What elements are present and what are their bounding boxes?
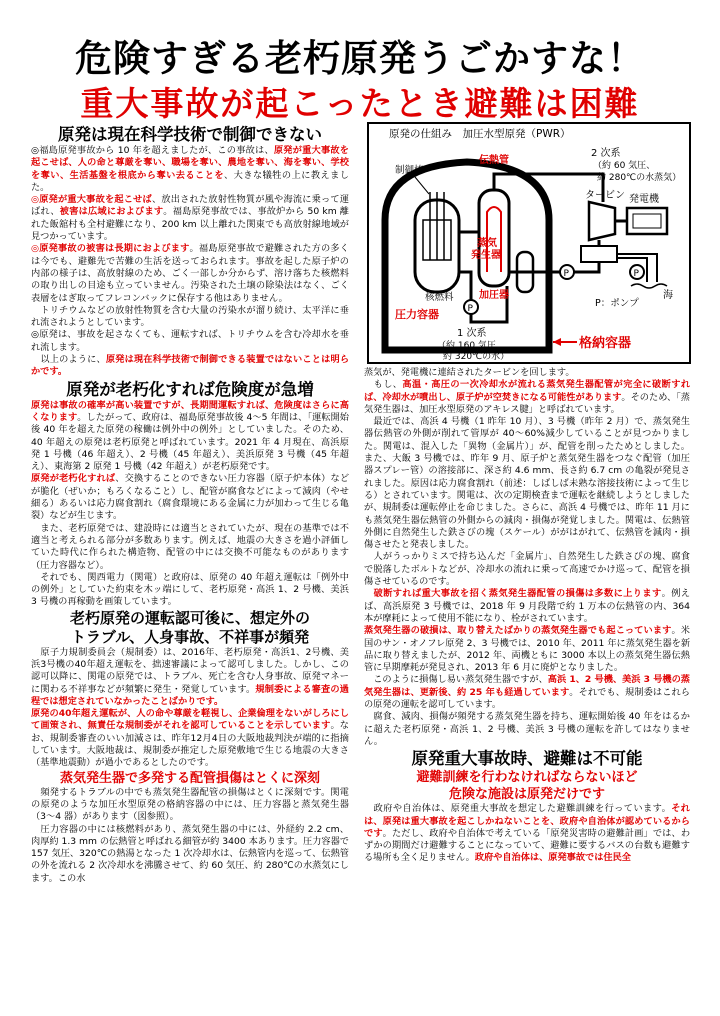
text: 。米国のサン・オノフレ原発 2、3 号機では、2010 年、2011 年に蒸気発生器を新品に取り替えましたが、2012 年、両機ともに 3000 本以上の蒸気発生器伝熱管に早期摩耗が発見され、2013 年 6 月に廃炉となりました。 (364, 625, 690, 674)
label-primary-spec-2: 約 320℃の水） (443, 352, 510, 362)
text: もし、 (364, 379, 403, 391)
label-primary-spec-1: （約 160 気圧 (437, 341, 496, 351)
label-control-rod: 制御棒 (395, 165, 424, 176)
condenser-shape (581, 246, 617, 262)
text: 、放出された放射性物質が風や海流に乗って運ばれ、 (31, 194, 349, 218)
paragraph (364, 674, 690, 711)
emphasis-text: 破断すれば重大事故を招く蒸気発生器配管の損傷は多数に上ります (364, 588, 662, 600)
section-heading-control: 原発は現在科学技術で制御できない (58, 125, 322, 144)
paragraph: 圧力容器の中には核燃料があり、蒸気発生器の中には、外経約 2.2 cm、肉厚約 1.3 mm の伝熱管と呼ばれる細管が約 3400 本あります。圧力容器で 157 気圧、320℃の熱湯となった 1 次冷却水は、伝熱管内を巡って、伝熱管の外を流れる 2 次冷却水を沸騰させて、約 60 気圧、約 280℃の水蒸気にします。この水 (31, 823, 349, 884)
right-column (364, 367, 690, 1004)
section-subheading-1: 避難訓練を行わなければならないほど (416, 770, 638, 786)
paragraph: また、老朽原発では、建設時には適当とされていたが、現在の基準では不適当と考えられる部分が多数あります。例えば、地震の大きさを過小評価していた時代に作られた構造物、配管の中には交換不可能なものがあります（圧力容器など）。 (31, 522, 349, 571)
section-heading-troubles-1: 老朽原発の運転認可後に、想定外の (69, 608, 310, 627)
text: 。例えば、高浜原発 3 号機では、2018 年 9 月段階で約 1 万本の伝熱管の内、364 本が摩耗によって使用不能になり、栓がされています。 (364, 588, 690, 624)
label-sea: 海 (663, 290, 673, 301)
section-heading-troubles-2: トラブル、人身事故、不祥事が頻発 (70, 627, 310, 646)
pump-letter: P (467, 304, 473, 314)
text: 。したがって、政府は、福島原発事故後 4～5 年間は、「運転開始後 40 年を超えた原発の稼働は例外中の例外」としていました。そのため、40 年超えの原発は老朽原発と呼ばれています。2021 年 4 月現在、高浜原発 1 号機（46 年超え）、2 号機（45 年超え）、美浜原発 3 号機（45 年超え）、東海第 2 原発 1 号機（42 年超え）が老朽原発です。 (31, 411, 349, 473)
section-heading-evacuation: 原発重大事故時、避難は不可能 (411, 749, 643, 769)
emphasis-text: 原発の40年超え運転が、人の命や尊厳を軽視し、企業倫理をないがしろにして画策され、無責任な規制委がそれを認可していることを示しています (31, 708, 349, 732)
pwr-diagram (367, 122, 691, 364)
paragraph: 蒸気が、発電機に連結されたタービンを回します。 (364, 367, 575, 378)
emphasis-text: 高温・高圧の一次冷却水が流れる蒸気発生器配管が完全に破断すれば、冷却水が噴出し、原子炉が空焚きになる可能性があります (364, 379, 690, 403)
label-pressure-vessel: 圧力容器 (395, 308, 439, 321)
paragraph (31, 145, 349, 194)
label-generator: 発電機 (629, 194, 659, 205)
label-turbine: タービン (585, 190, 625, 201)
paragraph: 腐食、減肉、損傷が頻発する蒸気発生器を持ち、運転開始後 40 年をはるかに超えた老朽原発・高浜 1、2 号機、美浜 3 号機の運転を許してはなりません。 (364, 711, 690, 747)
text: 。ただし、政府や自治体で考えている「原発災害時の避難計画」では、わずかの期間だけ避難することになっていて、避難に要するバスの台数も避難する場所も全く足りません。 (364, 827, 690, 864)
emphasis-text: 原発が重大事故を起こせば、人の命と尊厳を奪い、職場を奪い、農地を奪い、海を奪い、学校を奪い、生活基盤を根底から奪い去ることを (31, 145, 349, 181)
pump-letter: P (563, 269, 569, 279)
label-pressurizer: 加圧器 (479, 290, 509, 301)
text: このように損傷し易い蒸気発生器ですが、 (364, 674, 548, 686)
section-subheading-2: 危険な施設は原発だけです (448, 787, 605, 803)
paragraph (31, 400, 349, 474)
paragraph (31, 647, 349, 708)
label-pump-legend: P：ポンプ (595, 298, 639, 309)
emphasis-text: ◎原発が重大事故を起こせば (31, 194, 152, 206)
text: 以上のように、 (31, 354, 106, 366)
paragraph (364, 803, 690, 864)
paragraph (31, 473, 349, 522)
section-heading-aging: 原発が老朽化すれば危険度が急増 (66, 379, 314, 399)
text: 、大きな犠牲の上に教えました。 (31, 169, 349, 193)
left-column (31, 124, 349, 1004)
turbine-shape (589, 202, 615, 240)
page-title: 危険すぎる老朽原発うごかすな！ (75, 37, 645, 80)
paragraph (31, 194, 349, 243)
emphasis-text: 被害は広域におよびます (59, 206, 164, 218)
label-primary: 1 次系 (457, 328, 487, 339)
emphasis-text: 蒸気発生器の破損は、取り替えたばかりの蒸気発生器でも起こっています (364, 625, 672, 637)
text: 。なお、規制委審査のいい加減さは、昨年12月4日の大阪地裁判決が端的に指摘しています。大阪地裁は、規制委が推定した原発敷地で生じる地震の大きさ（基準地震動）が過小であるとしたのです。 (31, 720, 349, 769)
label-secondary-spec-1: （約 60 気圧、 (593, 161, 656, 171)
text: 政府や自治体は、原発重大事故を想定した避難訓練を行っています。 (364, 803, 672, 815)
paragraph: 最近では、高浜 4 号機（1 昨年 10 月）、3 号機（昨年 2 月）で、蒸気発生器伝熱管の外側が削れて管厚が 40～60%減少していることが見つかりました。関電は、混入した「異物（金属片）」が、配管を削ったためとしました。また、大飯 3 号機では、昨年 9 月、原子炉と蒸気発生器をつなぐ配管（加圧器スプレー管）の溶接部に、深さ約 4.6 mm、長さ約 6.7 cm の亀裂が発見されました。原因は応力腐食割れ（前述：しばしば未熟な溶接技術によって生じる）とされています。関電は、次の定期検査まで運転を継続しようとしましたが、規制委は運転停止を命じました。さらに、高浜 4 号機では、昨年 11 月にも蒸気発生器伝熱管の外側からの減肉・損傷が発覚しました。関電は、伝熱管外側に自然発生した鉄さびの塊（スケール）ががはがれて、伝熱管を減肉・損傷させたと発表しました。 (364, 416, 690, 551)
emphasis-text: ◎原発事故の被害は長期におよびます (31, 243, 190, 255)
paragraph: 頻発するトラブルの中でも蒸気発生器配管の損傷はとくに深刻です。関電の原発のような加圧水型原発の格納容器の中には、圧力容器と蒸気発生器（3～4 器）があります（図参照）。 (31, 786, 349, 823)
paragraph: それでも、関西電力（関電）と政府は、原発の 40 年超え運転は「例外中の例外」としていた約束を木ッ端にして、老朽原発・高浜 1、2 号機、美浜 3 号機の再稼動を画策しています。 (31, 571, 349, 608)
label-fuel: 核燃料 (425, 292, 454, 303)
paragraph: トリチウムなどの放射性物質を含む大量の汚染水が溜り続け、太平洋に垂れ流されようとしています。 (31, 304, 349, 329)
label-heat-tube: 伝熱管 (479, 155, 509, 166)
paragraph: 人がうっかりミスで持ち込んだ「金属片」、自然発生した鉄さびの塊、腐食で脱落したボルトなどが、冷却水の流れに乗って高速でかけ巡って、配管を損傷させているのです。 (364, 551, 690, 588)
text: 。そのため、「蒸気発生器は、加圧水型原発のアキレス腱」と呼ばれています。 (364, 391, 690, 415)
diagram-title: 原発の仕組み 加圧水型原発（PWR） (389, 128, 571, 140)
text: 、交換することのできない圧力容器（原子炉本体）などが脆化（ぜいか；もろくなること）し、配管が腐食などによって減肉（やせ細る）あるいは応力腐食割れ（腐食環境にある金属に力が加わって生じる亀裂）などが生じます。 (31, 473, 349, 522)
section-heading-steam-generator: 蒸気発生器で多発する配管損傷はとくに深刻 (59, 770, 320, 786)
paragraph (31, 708, 349, 769)
pwr-diagram-svg (367, 122, 691, 364)
paragraph: ◎原発は、事故を起さなくても、運転すれば、トリチウムを含む冷却水を垂れ流します。 (31, 329, 349, 353)
paragraph (31, 243, 349, 304)
emphasis-text: 政府や自治体は、原発事故では住民全 (474, 852, 631, 864)
text: 原子力規制委員会（規制委）は、2016年、老朽原発・高浜1、2号機、美浜3号機の40年超え運転を、拙速審議によって認可しました。しかし、この認可以降に、関電の原発では、トラブル、死亡を含む人身事故、原発マネーに関わる不祥事などが頻繁に発生・発覚しています。 (31, 646, 349, 695)
emphasis-text: 原発が老朽化すれば (31, 473, 116, 485)
emphasis-text: 高浜 1、2 号機、美浜 3 号機の蒸気発生器は、更新後、約 25 年も経過しています (364, 674, 690, 698)
paragraph (31, 354, 349, 379)
page-subtitle: 重大事故が起こったとき避難は困難 (80, 84, 640, 123)
emphasis-text: 原発は事故の確率が高い装置ですが、長期間運転すれば、危険度はさらに高くなります (31, 399, 349, 423)
label-steam-gen-2: 発生器 (471, 250, 501, 261)
paragraph (364, 588, 690, 625)
label-secondary-spec-2: 約 280℃の水蒸気） (597, 173, 682, 183)
text: ◎福島原発事故から 10 年を超えましたが、この事故は、 (31, 145, 274, 156)
label-secondary: 2 次系 (591, 148, 621, 159)
emphasis-text: 規制委による審査の過程では想定されていなかったことばかりです。 (31, 683, 349, 707)
emphasis-text: 原発は現在科学技術で制御できる装置ではないことは明らかです。 (31, 354, 349, 378)
label-steam-gen-1: 蒸気 (477, 238, 497, 249)
paragraph (364, 379, 690, 416)
paragraph (364, 625, 690, 674)
label-containment: 格納容器 (579, 336, 632, 351)
pump-letter: P (633, 269, 639, 279)
text: 。福島原発事故では、事故炉から 50 km 離れた飯舘村も全村避難になり、200 km 以上離れた関東でも高放射線地域が見つかっています。 (31, 206, 349, 243)
text: 。それでも、規制委はこれらの原発の運転を認可しています。 (364, 686, 690, 711)
emphasis-text: それは、原発は重大事故を起こしかねないことを、政府や自治体が認めているからです (364, 803, 690, 839)
text: 。福島原発事故で避難された方の多くは今でも、避難先で苦難の生活を送っておられます。事故を起した原子炉の内部の様子は、高放射線のため、ごく一部しか分からず、溶け落ちた核燃料の取り出しの目途も立っていません。汚染された土壌の除染法はなく、ごく表層をはぎ取ってフレコンバックに保存する他はありません。 (31, 243, 349, 304)
